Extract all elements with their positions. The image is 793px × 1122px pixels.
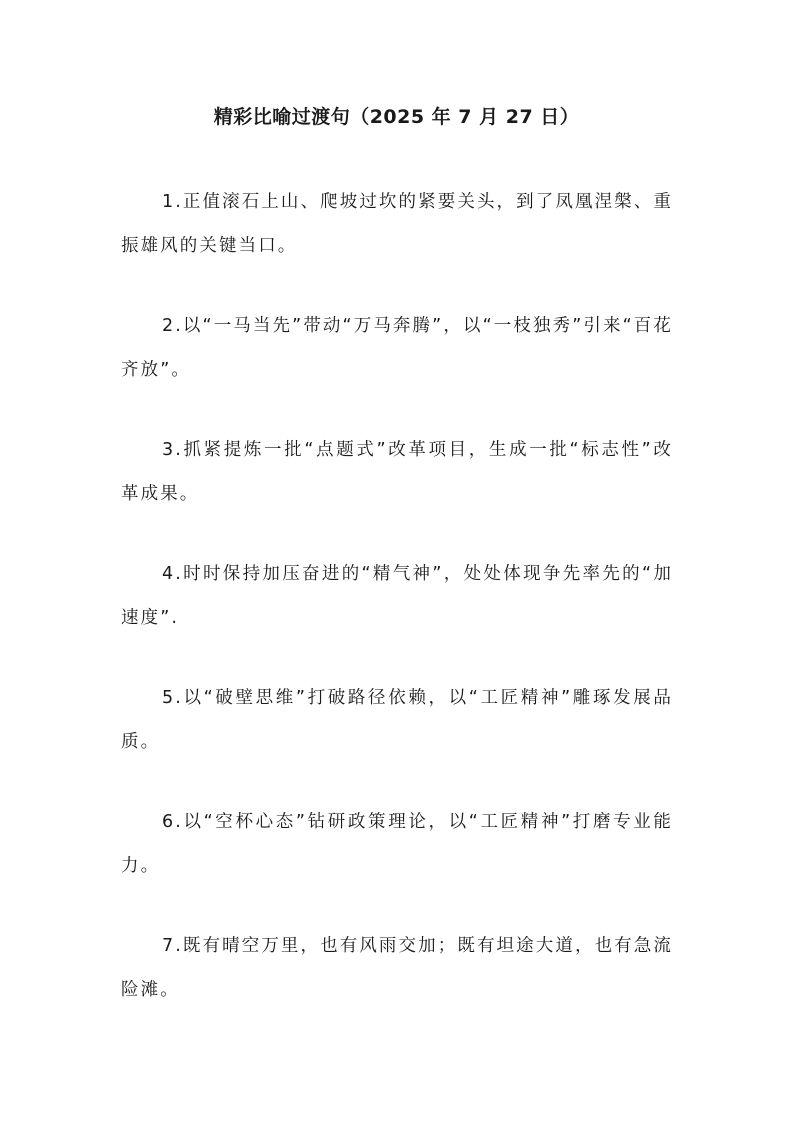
paragraph-1: 1.正值滚石上山、爬坡过坎的紧要关头，到了凤凰涅槃、重振雄风的关键当口。 [121,192,673,256]
paragraph-6: 6.以“空杯心态”钻研政策理论，以“工匠精神”打磨专业能力。 [121,812,673,876]
document-title: 精彩比喻过渡句（2025 年 7 月 27 日） [213,106,580,128]
paragraph-2: 2.以“一马当先”带动“万马奔腾”，以“一枝独秀”引来“百花齐放”。 [121,316,673,380]
paragraph-3: 3.抓紧提炼一批“点题式”改革项目，生成一批“标志性”改革成果。 [121,440,673,504]
paragraph-7: 7.既有晴空万里，也有风雨交加；既有坦途大道，也有急流险滩。 [121,936,673,1000]
paragraph-5: 5.以“破壁思维”打破路径依赖，以“工匠精神”雕琢发展品质。 [121,688,673,752]
paragraph-4: 4.时时保持加压奋进的“精气神”，处处体现争先率先的“加速度”. [121,564,673,628]
